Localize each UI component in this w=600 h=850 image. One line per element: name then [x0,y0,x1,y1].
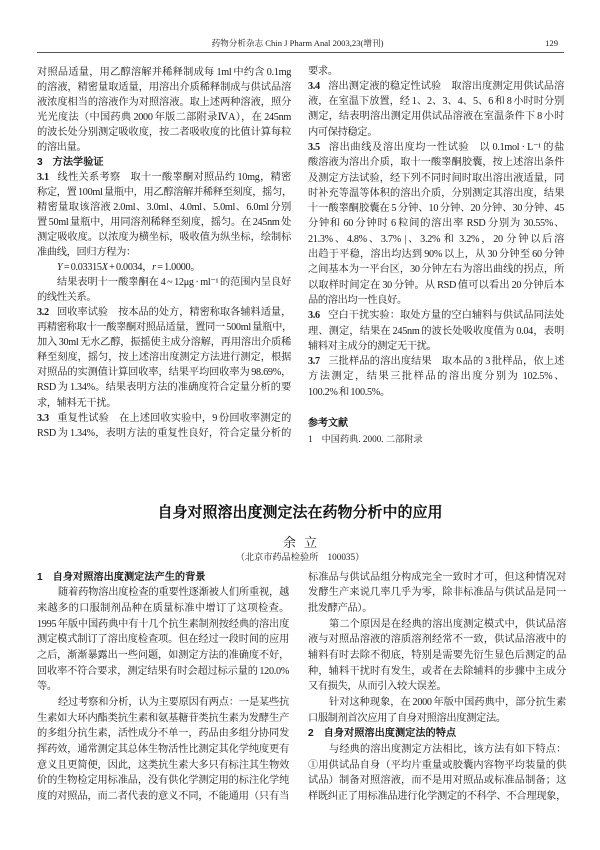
equation-y-variable: Y [57,262,63,274]
subsection-line [308,140,564,155]
equation-part: = 1.0000。 [155,262,201,274]
text-line: 又有损失，从而引入较大误差。 [308,681,447,693]
text-line: 100.2% 和 100.5%。 [308,386,390,398]
text-line: 分钟和 60 分钟时 6 粒间的溶出率 RSD 分别为 30.55%、 [308,218,564,230]
text-line: 辅料对主成分的测定无干扰。 [308,340,437,352]
text-line: 发酵生产来说几率几乎为零，除非标准品与供试品是同一 [308,587,566,599]
subsection-line [37,305,291,320]
text-line: 求，辅料无干扰。 [37,397,117,409]
text-line: 等。 [37,681,57,693]
text-line: 释至刻度，摇匀，按上述溶出度测定方法进行测定，根据 [37,352,291,364]
reference-item [308,432,423,446]
subsection-text: 以 0.1mol · L⁻¹ 的盐 [479,141,564,153]
text-line: 对照品适量，用乙醇溶解并稀释制成每 1ml 中约含 0.1mg [37,66,291,78]
section-heading [37,155,291,170]
subsection-number: 3.7 [308,356,320,368]
text-line: 对照品的实测值计算回收率，结果平均回收率为 98.69%， [37,367,291,379]
subsection-line [37,170,291,185]
text-line: 来越多的口服制剂品种在质量标准中增订了这项检查。 [37,602,289,614]
references-heading: 参考文献 [308,418,348,429]
subsection-number: 3.6 [308,310,320,322]
text-line: 1995 年版中国药典中有十几个抗生素制剂按经典的溶出度 [37,618,289,630]
equation-r-variable: r [152,262,156,274]
text-line: 价的生物检定用标准品，没有供化学测定用的标注化学纯 [37,775,289,787]
section-heading [308,726,566,742]
text-line: 的线性关系。 [37,292,97,304]
subsection-number: 3.1 [37,171,49,183]
reference-text: 中国药典. 2000. 二部附录 [321,434,423,444]
text-line: 测定模式制订了溶出度检查项。但在经过一段时间的应用 [37,634,289,646]
text-line: 出趋于平稳，溶出均达到 90% 以上，从 30 分钟至 60 分钟 [308,249,564,261]
text-line: 测定，结表明溶出测定用供试品溶液在室温条件下 8 小时 [308,111,564,123]
text-line: 批发酵产品）。 [308,602,373,614]
subsection-line [37,411,291,426]
page-number: 129 [545,38,558,48]
subsection-text: 空白干扰实验：取处方量的空白辅料与供试品同法处 [327,310,564,322]
subsection-text: 取十一酸睾酮对照品约 10mg，精密 [130,171,291,183]
section-title: 方法学验证 [52,156,104,168]
section-number: 1 [37,571,43,583]
text-line: 经过考察和分析，认为主要原因有两点：一是某些抗 [58,697,289,708]
journal-citation: 药物分析杂志 Chin J Pharm Anal 2003,23(增刊) [211,38,384,48]
subsection-text: 按本品的处方，精密称取各辅料适量， [118,307,291,319]
text-line: 标准品与供试品组分构成完全一致时才可，但这种情况对 [308,571,566,583]
reference-number: 1 [308,434,313,444]
text-line: 意义且更简便，因此，这类抗生素大多只有标注其生物效 [37,759,289,771]
text-line: 21.3%、4.8%、3.7% |、3.2% 和 3.2%，20 分钟以后溶 [308,233,564,245]
previous-article-right-column [308,64,564,401]
subsection-line [308,308,564,323]
equation-part: + 0.0034， [107,262,153,274]
regression-equation [37,260,291,275]
text-line: 时补充等温等体积的溶出介质，分别测定其溶出度，结果 [308,187,564,199]
text-line: 之间基本为一平台区，30 分钟左右为溶出曲线的拐点，所 [308,264,564,276]
subsection-title: 重复性试验 [56,412,110,424]
equation-x-variable: X [101,262,108,274]
text-line: 样既纠正了用标准品进行化学测定的不科学、不合理现象， [308,791,566,803]
subsection-number: 3.2 [37,307,49,319]
text-line: 针对这种现象，在 2000 年版中国药典中，部分抗生素 [329,697,566,708]
text-line: 再精密称取十一酸睾酮对照品适量，置同一 500ml 量瓶中， [37,322,292,334]
text-line: 的溶液，精密量取适量，用溶出介质稀释制成与供试品溶 [37,81,291,93]
article-title: 自身对照溶出度测定法在药物分析中的应用 [157,504,443,521]
subsection-number: 3.5 [308,141,320,153]
text-line: 液与对照品溶液的溶质溶剂经常不一致，供试品溶液中的 [308,634,566,646]
text-line: 之后，渐渐暴露出一些问题，如测定方法的准确度不好， [37,649,289,661]
section-number: 3 [37,156,43,168]
subsection-title: 三批样品的溶出度结果 [327,356,432,368]
text-line: 度的对照品，而二者代表的意义不同，不能通用（只有当 [37,791,289,803]
text-line: 方法测定，结果三批样品的溶出度分别为 102.5%、 [308,371,564,383]
subsection-line [308,354,564,369]
text-line: 试品）制备对照溶液，而不是用对照品或标准品制备；这 [308,775,566,787]
subsection-title: 线性关系考察 [56,171,121,183]
text-line: 挥药效，通常测定其总体生物活性比测定其化学纯度更有 [37,744,289,756]
text-line: 内可保持稳定。 [308,126,378,138]
article-author: 余立 [282,535,325,550]
article-affiliation: （北京市药品检验所 100035） [235,551,365,562]
text-line: 液，在室温下放置，经 1、2、3、4、5、6 和 8 小时时分别 [308,96,564,108]
text-line: ①用供试品自身（平均片重量或胶囊内容物平均装量的供 [308,759,566,771]
text-line: 要求。 [308,65,338,77]
article-left-column [37,570,289,805]
text-line: 置 50ml 量瓶中，用同溶剂稀释至刻度，摇匀。在 245nm 处 [37,216,291,228]
text-line: 称定，置 100ml 量瓶中，用乙醇溶解并稀释至刻度，摇匀， [37,186,292,198]
text-line: 理、测定，结果在 245nm 的波长处吸收度值为 0.04，表明 [308,325,564,337]
text-line: 回收率不符合要求，测定结果有时会超过标示量的 120.0% [37,665,289,677]
previous-article-left-column [37,65,291,441]
section-title: 自身对照溶出度测定法产生的背景 [52,571,206,583]
text-line: 随着药物溶出度检查的重要性逐渐被人们所重视，越 [58,587,289,599]
text-line: 种，辅料干扰时有发生，或者在去除辅料的步骤中主成分 [308,665,566,677]
text-line: 辅料有时去除不彻底，特别是需要先衍生显色后测定的品 [308,649,566,661]
subsection-text: 取溶出度测定用供试品溶 [451,80,564,92]
subsection-number: 3.4 [308,80,320,92]
text-line: 酸溶液为溶出介质，取十一酸睾酮胶囊，按上述溶出条件 [308,157,564,169]
text-line: 十一酸睾酮胶囊在 5 分钟、10 分钟、20 分钟、30 分钟、45 [308,203,564,215]
text-line: 的波长处分别测定吸收度，按二者吸收度的比值计算每粒 [37,126,291,138]
text-line: 结果表明十一酸睾酮在 4 ~ 12μg · ml⁻¹ 的范围内呈良好 [57,277,291,289]
subsection-number: 3.3 [37,412,49,424]
section-heading [37,570,289,586]
subsection-title: 回收率试验 [56,307,109,319]
text-line: 品的溶出均一性良好。 [308,294,407,306]
text-line: 准曲线，回归方程为： [37,247,136,259]
subsection-title: 溶出测定液的稳定性试验 [327,80,442,92]
text-line: 光光度法（中国药典 2000 年版二部附录ⅣA），在 245nm [37,111,291,123]
text-line: 第二个原因是在经典的溶出度测定模式中，供试品溶 [329,618,566,630]
subsection-text: 在上述回收实验中，9 份回收率测定的 [119,412,291,424]
equation-part: = 0.03315 [62,262,102,274]
text-line: 口服制剂首次应用了自身对照溶出度测定法。 [308,712,506,724]
text-line: 及测定方法试验，经下列不同时间时取出溶出液适量，同 [308,172,564,184]
header-rule [37,52,564,53]
text-line: 液浓度相当的溶液作为对照溶液。取上述两种溶液，照分 [37,96,291,108]
article-right-column [308,570,566,805]
text-line: RSD 为 1.34%。结果表明方法的准确度符合定量分析的要 [37,382,291,394]
text-line: RSD 为 1.34%，表明方法的重复性良好，符合定量分析的 [37,427,291,439]
text-line: 的溶出量。 [37,141,87,153]
text-line: 生素如大环内酯类抗生素和氨基糖苷类抗生素为发酵生产 [37,712,289,724]
text-line: 加入 30ml 无水乙醇，振摇使主成分溶解，再用溶出介质稀 [37,337,291,349]
subsection-text: 取本品的 3 批样品，依上述 [441,356,565,368]
subsection-line [308,79,564,94]
subsection-title: 溶出曲线及溶出度均一性试验 [327,141,470,153]
text-line: 以取样时间定在 30 分钟。从 RSD 值可以看出 20 分钟后本 [308,279,564,291]
running-head [37,37,558,49]
text-line: 的多组分抗生素，活性成分不单一，药品由多组分协同发 [37,728,289,740]
section-title: 自身对照溶出度测定法的特点 [323,728,457,740]
section-number: 2 [308,728,314,740]
text-line: 与经典的溶出度测定方法相比，该方法有如下特点： [329,744,566,756]
text-line: 精密量取该溶液 2.0ml、3.0ml、4.0ml、5.0ml、6.0ml 分别 [37,201,291,213]
text-line: 测定吸收度。以浓度为横坐标，吸收值为纵坐标，绘制标 [37,232,291,244]
